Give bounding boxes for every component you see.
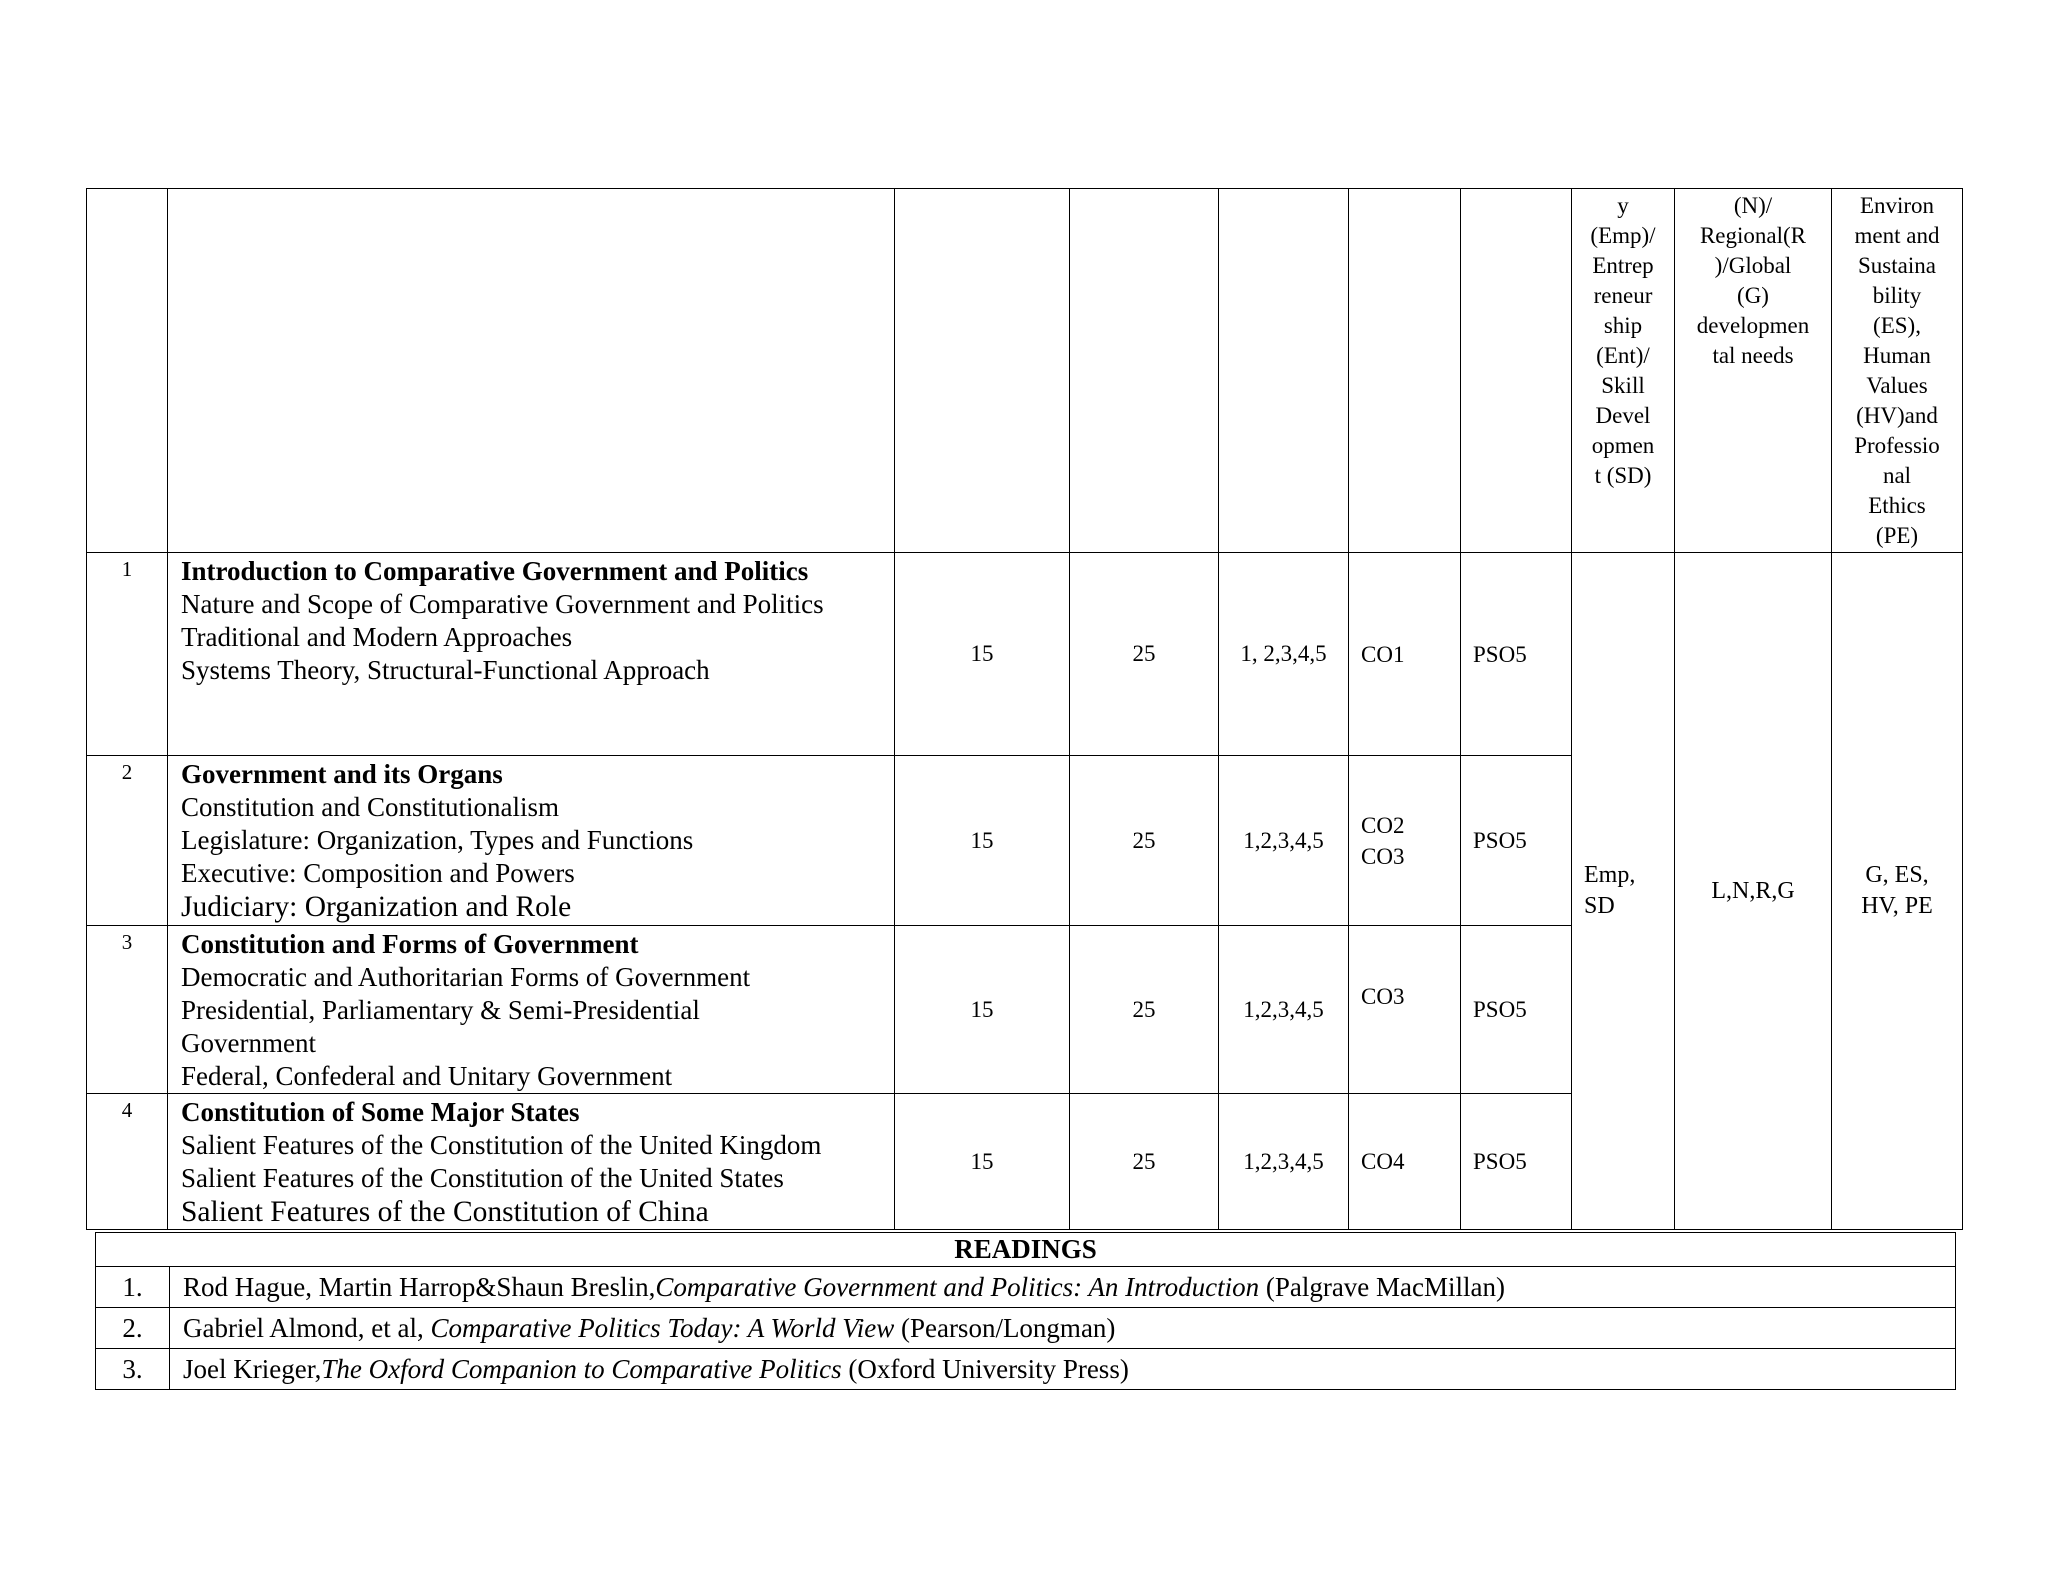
reading-authors: Rod Hague, Martin Harrop&Shaun Breslin,: [183, 1271, 656, 1302]
reading-citation: [170, 1308, 1956, 1349]
header-development-cell: [1675, 189, 1832, 553]
merged-text-line: SD: [1584, 893, 1615, 919]
reading-citation: [170, 1267, 1956, 1308]
development-merged-cell: L,N,R,G: [1675, 553, 1832, 1230]
unit-number: 3: [87, 926, 168, 1094]
header-text-line: Sustaina: [1858, 253, 1936, 278]
unit-topics: [168, 926, 895, 1094]
unit-title: Introduction to Comparative Government and Politics: [181, 556, 809, 586]
reading-title: The Oxford Companion to Comparative Politics: [321, 1353, 842, 1384]
unit-col-a: 15: [895, 1094, 1070, 1230]
header-unit-cell: [87, 189, 168, 553]
header-text-line: bility: [1872, 283, 1922, 308]
header-text-line: opmen: [1591, 433, 1655, 458]
topic-line: Nature and Scope of Comparative Government and Politics: [181, 589, 824, 619]
employability-merged-cell: [1572, 553, 1675, 1230]
unit-co: CO1: [1349, 553, 1461, 756]
unit-title: Constitution of Some Major States: [181, 1097, 580, 1127]
header-text-line: (G): [1737, 283, 1769, 308]
header-text-line: (Emp)/: [1590, 223, 1656, 248]
unit-col-a: 15: [895, 553, 1070, 756]
header-col-c-cell: [1219, 189, 1349, 553]
header-pso-cell: [1461, 189, 1572, 553]
topic-line: Democratic and Authoritarian Forms of Government: [181, 962, 751, 992]
header-text-line: (Ent)/: [1596, 343, 1650, 368]
course-units-table: [86, 188, 1963, 1230]
header-col-a-cell: [895, 189, 1070, 553]
topic-line: Legislature: Organization, Types and Functions: [181, 825, 694, 855]
readings-table: [95, 1232, 1956, 1390]
topic-line: Government: [181, 1028, 316, 1058]
header-employability-cell: [1572, 189, 1675, 553]
co-line: CO2: [1361, 812, 1405, 838]
unit-co: CO3: [1349, 926, 1461, 1094]
readings-heading: READINGS: [96, 1233, 1956, 1267]
reading-authors: Gabriel Almond, et al,: [183, 1312, 431, 1343]
unit-col-b: 25: [1070, 553, 1219, 756]
unit-col-c: 1, 2,3,4,5: [1219, 553, 1349, 756]
header-text-line: developmen: [1696, 313, 1810, 338]
topic-line: Executive: Composition and Powers: [181, 858, 575, 888]
unit-number: 2: [87, 756, 168, 926]
reading-number: 2.: [96, 1308, 170, 1349]
unit-topics: [168, 553, 895, 756]
header-text-line: ship: [1603, 313, 1643, 338]
header-text-line: (N)/: [1733, 193, 1773, 218]
merged-text-line: G, ES,: [1865, 862, 1929, 888]
reading-publisher: (Palgrave MacMillan): [1259, 1271, 1506, 1302]
topic-line: Presidential, Parliamentary & Semi-Presidential: [181, 995, 700, 1025]
unit-pso: PSO5: [1461, 926, 1572, 1094]
reading-number: 3.: [96, 1349, 170, 1390]
header-text-line: Skill: [1601, 373, 1645, 398]
header-text-line: Ethics: [1868, 493, 1926, 518]
topic-line: Salient Features of the Constitution of the United Kingdom: [181, 1130, 822, 1160]
topic-line: Federal, Confederal and Unitary Government: [181, 1061, 673, 1091]
reading-publisher: (Pearson/Longman): [894, 1312, 1116, 1343]
table-header-row: [87, 189, 1963, 553]
header-text-line: Values: [1866, 373, 1928, 398]
reading-citation: [170, 1349, 1956, 1390]
topic-line: Judiciary: Organization and Role: [181, 891, 572, 923]
reading-publisher: (Oxford University Press): [841, 1353, 1129, 1384]
unit-title: Constitution and Forms of Government: [181, 929, 639, 959]
header-text-line: (PE): [1875, 523, 1919, 548]
unit-number: 1: [87, 553, 168, 756]
reading-row: [96, 1267, 1956, 1308]
header-text-line: )/Global: [1714, 253, 1792, 278]
unit-pso: PSO5: [1461, 756, 1572, 926]
unit-title: Government and its Organs: [181, 759, 503, 789]
header-text-line: Entrep: [1592, 253, 1654, 278]
header-co-cell: [1349, 189, 1461, 553]
header-text-line: Devel: [1595, 403, 1651, 428]
header-text-line: nal: [1882, 463, 1912, 488]
unit-col-a: 15: [895, 756, 1070, 926]
header-text-line: (ES),: [1873, 313, 1921, 338]
unit-col-c: 1,2,3,4,5: [1219, 756, 1349, 926]
environment-merged-cell: [1832, 553, 1963, 1230]
header-text-line: reneur: [1593, 283, 1653, 308]
unit-col-b: 25: [1070, 1094, 1219, 1230]
unit-col-c: 1,2,3,4,5: [1219, 926, 1349, 1094]
reading-title: Comparative Government and Politics: An Introduction: [655, 1271, 1260, 1302]
unit-topics: [168, 1094, 895, 1230]
unit-pso: PSO5: [1461, 553, 1572, 756]
unit-co: CO4: [1349, 1094, 1461, 1230]
header-text-line: t (SD): [1594, 463, 1652, 488]
header-col-b-cell: [1070, 189, 1219, 553]
header-text-line: Regional(R: [1699, 223, 1807, 248]
header-topics-cell: [168, 189, 895, 553]
header-environment-cell: [1832, 189, 1963, 553]
reading-authors: Joel Krieger,: [183, 1353, 322, 1384]
unit-pso: PSO5: [1461, 1094, 1572, 1230]
reading-row: [96, 1308, 1956, 1349]
reading-title: Comparative Politics Today: A World View: [430, 1312, 895, 1343]
unit-topics: [168, 756, 895, 926]
topic-line: Systems Theory, Structural-Functional Approach: [181, 655, 710, 685]
header-text-line: Human: [1863, 343, 1931, 368]
header-text-line: Environ: [1859, 193, 1935, 218]
unit-col-a: 15: [895, 926, 1070, 1094]
reading-row: [96, 1349, 1956, 1390]
reading-number: 1.: [96, 1267, 170, 1308]
header-text-line: Professio: [1854, 433, 1940, 458]
unit-col-c: 1,2,3,4,5: [1219, 1094, 1349, 1230]
unit-col-b: 25: [1070, 926, 1219, 1094]
topic-line: Traditional and Modern Approaches: [181, 622, 573, 652]
header-text-line: tal needs: [1712, 343, 1794, 368]
topic-line: Salient Features of the Constitution of the United States: [181, 1163, 784, 1193]
merged-text-line: Emp,: [1584, 862, 1636, 888]
merged-text-line: HV, PE: [1861, 893, 1933, 919]
co-line: CO3: [1361, 843, 1405, 869]
topic-line: Salient Features of the Constitution of China: [181, 1196, 709, 1228]
unit-number: 4: [87, 1094, 168, 1230]
topic-line: Constitution and Constitutionalism: [181, 792, 560, 822]
unit-co: [1349, 756, 1461, 926]
header-text-line: y: [1617, 193, 1629, 218]
unit-col-b: 25: [1070, 756, 1219, 926]
table-row: [87, 553, 1963, 756]
header-text-line: ment and: [1854, 223, 1940, 248]
header-text-line: (HV)and: [1856, 403, 1938, 428]
